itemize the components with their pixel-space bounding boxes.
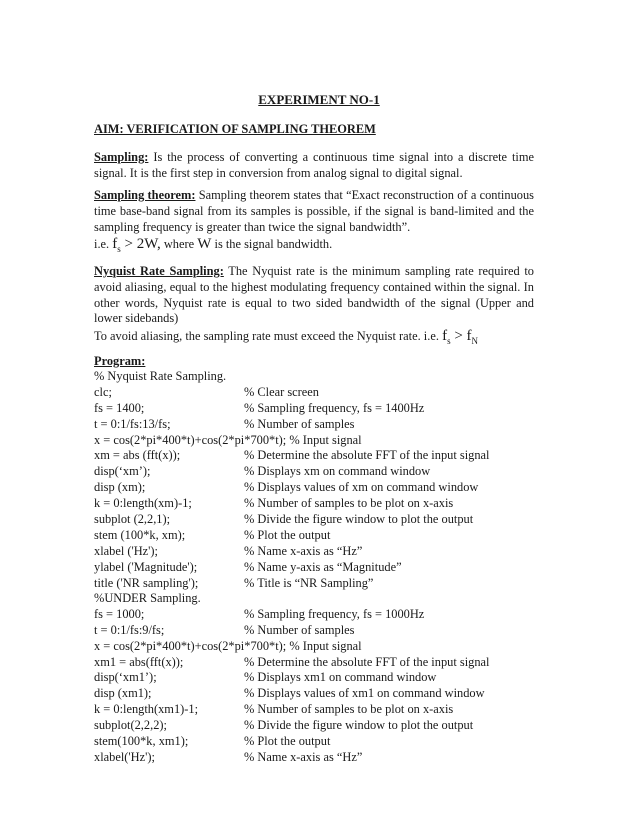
code-line: [94, 496, 554, 512]
code-statement: ylabel ('Magnitude');: [94, 559, 198, 574]
fs-nyquist-symbol: $f_s > f_N$: [442, 328, 479, 347]
nyquist-heading: Nyquist Rate Sampling:: [94, 264, 224, 278]
code-line: [94, 512, 554, 528]
code-statement: disp(‘xm1’);: [94, 670, 157, 685]
code-statement: k = 0:length(xm1)-1;: [94, 702, 199, 717]
nyquist-text: The Nyquist rate is the minimum sampling rate required to avoid aliasing, equal to the highest modulating frequency contained within the signal. In other words, Nyquist rate is equal to two sided bandwidth of the signal (Upper and lower sidebands): [94, 264, 534, 326]
alias-text: To avoid aliasing, the sampling rate must exceed the Nyquist rate. i.e.: [94, 329, 439, 344]
code-statement: xlabel('Hz');: [94, 749, 155, 764]
condition-text: > 2W,: [120, 236, 161, 253]
code-line: [94, 448, 554, 464]
code-comment: % Name x-axis as “Hz”: [244, 749, 363, 764]
code-line: [94, 433, 554, 449]
code-statement: stem (100*k, xm);: [94, 527, 186, 542]
code-line: [94, 655, 554, 671]
theorem-heading: Sampling theorem:: [94, 188, 196, 202]
theorem-condition: [94, 235, 534, 258]
code-statement: fs = 1000;: [94, 606, 145, 621]
code-line: [94, 464, 554, 480]
code-comment: % Displays values of xm1 on command window: [244, 686, 485, 701]
theorem-text: Sampling theorem states that “Exact reconstruction of a continuous time base-band signal from its samples is possible, if the signal is band-limited and the sampling frequency is greater than twice the signal bandwidth”.: [94, 188, 534, 234]
code-line: [94, 702, 554, 718]
code-comment: % Number of samples: [244, 622, 355, 637]
code-text: x = cos(2*pi*400*t)+cos(2*pi*700*t); % Input signal: [94, 432, 362, 447]
code-comment: % Displays values of xm on command window: [244, 480, 479, 495]
code-statement: title ('NR sampling');: [94, 575, 199, 590]
sampling-paragraph: [94, 150, 534, 182]
code-comment: % Sampling frequency, fs = 1400Hz: [244, 400, 425, 415]
code-text: % Nyquist Rate Sampling.: [94, 369, 227, 383]
code-comment: % Number of samples to be plot on x-axis: [244, 702, 454, 717]
aim-heading: AIM: VERIFICATION OF SAMPLING THEOREM: [94, 122, 376, 136]
program-block-under: [94, 591, 554, 766]
code-line: [94, 544, 554, 560]
code-comment: % Determine the absolute FFT of the input signal: [244, 448, 490, 463]
code-statement: fs = 1400;: [94, 400, 145, 415]
code-statement: clc;: [94, 384, 112, 399]
code-comment: % Sampling frequency, fs = 1000Hz: [244, 606, 425, 621]
code-comment: % Number of samples to be plot on x-axis: [244, 496, 454, 511]
code-line: [94, 607, 554, 623]
code-comment: % Determine the absolute FFT of the input signal: [244, 654, 490, 669]
theorem-paragraph: [94, 188, 534, 258]
condition-tail: is the signal bandwidth.: [211, 237, 333, 252]
where-text: where: [160, 237, 198, 252]
code-statement: xm = abs (fft(x));: [94, 448, 181, 463]
code-statement: subplot (2,2,1);: [94, 512, 171, 527]
code-statement: stem(100*k, xm1);: [94, 734, 189, 749]
code-text: x = cos(2*pi*400*t)+cos(2*pi*700*t); % Input signal: [94, 638, 362, 653]
code-line: [94, 718, 554, 734]
code-line: [94, 385, 554, 401]
code-comment: % Title is “NR Sampling”: [244, 575, 374, 590]
code-statement: disp (xm1);: [94, 686, 152, 701]
program-heading: Program:: [94, 354, 146, 368]
code-line: [94, 591, 554, 607]
program-block-nyquist: [94, 369, 554, 591]
code-statement: disp(‘xm’);: [94, 464, 151, 479]
code-statement: k = 0:length(xm)-1;: [94, 496, 192, 511]
sampling-text: Is the process of converting a continuous time signal into a discrete time signal. It is the first step in conversion from analog signal to digital signal.: [94, 150, 534, 180]
code-comment: % Name x-axis as “Hz”: [244, 543, 363, 558]
nyquist-condition: [94, 327, 534, 350]
code-line: [94, 639, 554, 655]
w-symbol: W: [197, 236, 212, 253]
code-statement: t = 0:1/fs:13/fs;: [94, 416, 171, 431]
code-text: %UNDER Sampling.: [94, 591, 201, 605]
code-line: [94, 576, 554, 592]
code-comment: % Plot the output: [244, 527, 331, 542]
code-line: [94, 750, 554, 766]
sampling-heading: Sampling:: [94, 150, 149, 164]
code-line: [94, 480, 554, 496]
code-line: [94, 528, 554, 544]
code-comment: % Divide the figure window to plot the output: [244, 718, 474, 733]
code-line: [94, 686, 554, 702]
code-line: [94, 623, 554, 639]
code-comment: % Number of samples: [244, 416, 355, 431]
code-comment: % Plot the output: [244, 734, 331, 749]
code-line: [94, 369, 554, 385]
code-comment: % Displays xm on command window: [244, 464, 431, 479]
fs-symbol: $f_s$: [112, 236, 121, 255]
code-line: [94, 560, 554, 576]
code-statement: subplot(2,2,2);: [94, 718, 167, 733]
code-line: [94, 417, 554, 433]
code-line: [94, 734, 554, 750]
page-title: EXPERIMENT NO-1: [258, 92, 380, 107]
code-line: [94, 401, 554, 417]
code-statement: xlabel ('Hz');: [94, 543, 158, 558]
code-line: [94, 670, 554, 686]
code-statement: t = 0:1/fs:9/fs;: [94, 622, 165, 637]
code-comment: % Clear screen: [244, 384, 319, 399]
ie-label: i.e.: [94, 237, 110, 252]
code-comment: % Divide the figure window to plot the output: [244, 512, 474, 527]
code-comment: % Displays xm1 on command window: [244, 670, 437, 685]
code-comment: % Name y-axis as “Magnitude”: [244, 559, 402, 574]
code-statement: xm1 = abs(fft(x));: [94, 654, 184, 669]
nyquist-paragraph: [94, 264, 534, 350]
code-statement: disp (xm);: [94, 480, 146, 495]
